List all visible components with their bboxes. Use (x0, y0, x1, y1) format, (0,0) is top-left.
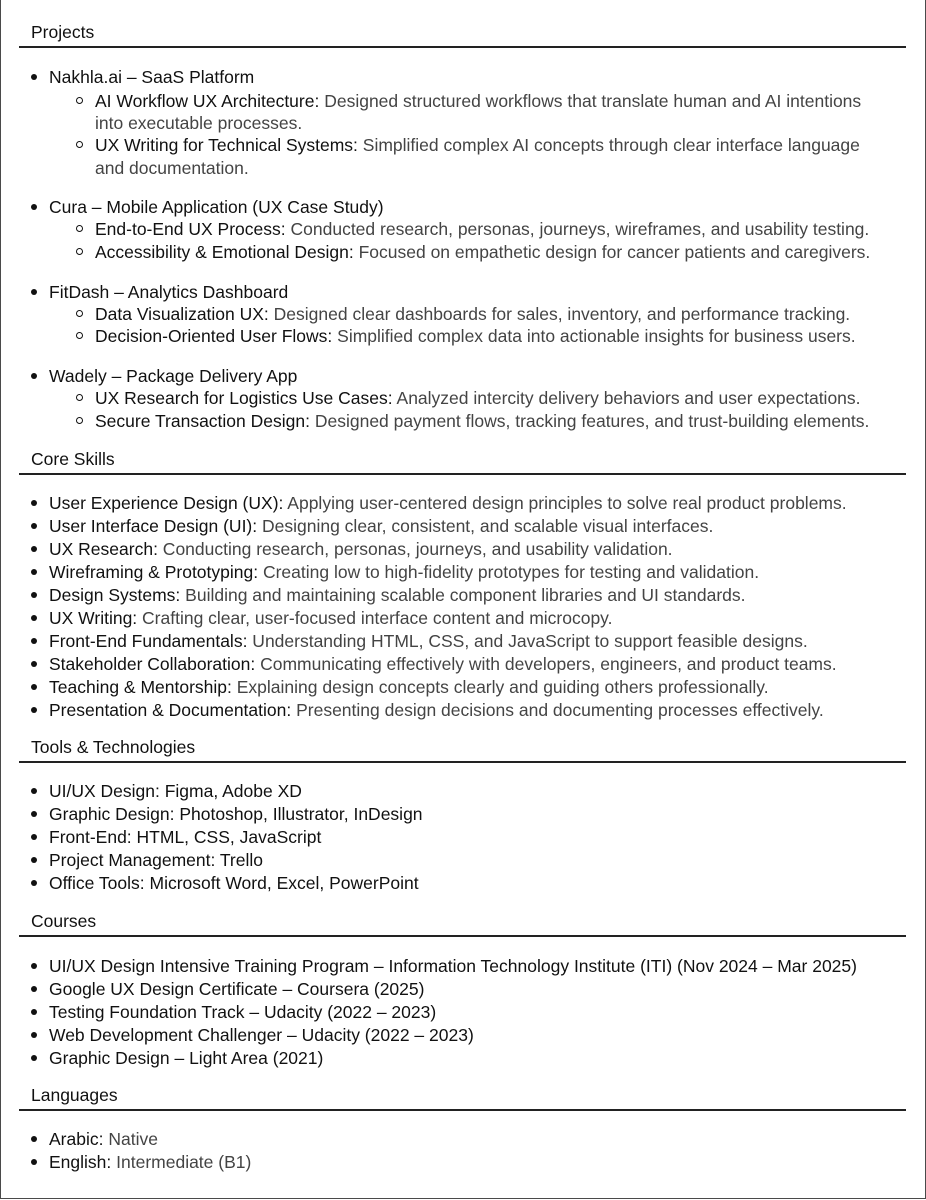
list-item: Testing Foundation Track – Udacity (2022 – 2023) (49, 1001, 436, 1024)
list-item: Office Tools: Microsoft Word, Excel, PowerPoint (49, 872, 419, 895)
project-title: FitDash – Analytics Dashboard (49, 281, 288, 304)
bullet-icon (31, 788, 37, 794)
bullet-icon (31, 373, 37, 379)
bullet-icon (31, 1032, 37, 1038)
bullet-icon (31, 523, 37, 529)
project-detail: End-to-End UX Process: Conducted research, personas, journeys, wireframes, and usability testing. (95, 218, 869, 241)
bullet-icon (31, 661, 37, 667)
bullet-icon (31, 1055, 37, 1061)
project-detail: UX Writing for Technical Systems: Simplified complex AI concepts through clear interface language (95, 134, 860, 157)
list-item: Graphic Design – Light Area (2021) (49, 1047, 323, 1070)
project-title: Wadely – Package Delivery App (49, 365, 297, 388)
project-detail: Secure Transaction Design: Designed payment flows, tracking features, and trust-building elements. (95, 410, 869, 433)
list-item: Web Development Challenger – Udacity (2022 – 2023) (49, 1024, 474, 1047)
section-title: Core Skills (31, 449, 115, 469)
list-item: Presentation & Documentation: Presenting design decisions and documenting processes effectively. (49, 699, 824, 722)
section-header-core-skills (19, 430, 906, 475)
bullet-icon (31, 638, 37, 644)
bullet-icon (31, 684, 37, 690)
section-header-languages (19, 1068, 906, 1111)
project-detail: Decision-Oriented User Flows: Simplified complex data into actionable insights for business users. (95, 325, 856, 348)
bullet-icon (31, 500, 37, 506)
list-item: UX Research: Conducting research, personas, journeys, and usability validation. (49, 538, 673, 561)
circle-bullet-icon (76, 248, 83, 255)
circle-bullet-icon (76, 225, 83, 232)
bullet-icon (31, 289, 37, 295)
list-item: Project Management: Trello (49, 849, 263, 872)
section-header-projects (19, 0, 906, 48)
bullet-icon (31, 963, 37, 969)
list-item: Stakeholder Collaboration: Communicating effectively with developers, engineers, and product teams. (49, 653, 837, 676)
circle-bullet-icon (76, 310, 83, 317)
section-header-courses (19, 893, 906, 937)
circle-bullet-icon (76, 417, 83, 424)
bullet-icon (31, 569, 37, 575)
bullet-icon (31, 880, 37, 886)
bullet-icon (31, 811, 37, 817)
bullet-icon (31, 707, 37, 713)
list-item: UI/UX Design Intensive Training Program – Information Technology Institute (ITI) (Nov 2024 – Mar 2025) (49, 955, 857, 978)
bullet-icon (31, 74, 37, 80)
bullet-icon (31, 546, 37, 552)
list-item: Front-End: HTML, CSS, JavaScript (49, 826, 321, 849)
project-title: Cura – Mobile Application (UX Case Study) (49, 196, 384, 219)
project-detail: UX Research for Logistics Use Cases: Analyzed intercity delivery behaviors and user expectations. (95, 387, 861, 410)
bullet-icon (31, 592, 37, 598)
bullet-icon (31, 986, 37, 992)
circle-bullet-icon (76, 97, 83, 104)
project-detail: AI Workflow UX Architecture: Designed structured workflows that translate human and AI intentions (95, 90, 861, 113)
circle-bullet-icon (76, 332, 83, 339)
list-item: Front-End Fundamentals: Understanding HTML, CSS, and JavaScript to support feasible designs. (49, 630, 808, 653)
bullet-icon (31, 857, 37, 863)
list-item: User Interface Design (UI): Designing clear, consistent, and scalable visual interfaces. (49, 515, 713, 538)
list-item: Google UX Design Certificate – Coursera (2025) (49, 978, 424, 1001)
bullet-icon (31, 204, 37, 210)
project-detail: Data Visualization UX: Designed clear dashboards for sales, inventory, and performance tracking. (95, 303, 850, 326)
list-item: Graphic Design: Photoshop, Illustrator, InDesign (49, 803, 423, 826)
section-title: Languages (31, 1085, 118, 1105)
bullet-icon (31, 1136, 37, 1142)
list-item: English: Intermediate (B1) (49, 1151, 251, 1174)
section-title: Courses (31, 911, 97, 931)
list-item: User Experience Design (UX): Applying user-centered design principles to solve real product problems. (49, 492, 847, 515)
bullet-icon (31, 834, 37, 840)
list-item: UX Writing: Crafting clear, user-focused interface content and microcopy. (49, 607, 613, 630)
list-item: Arabic: Native (49, 1128, 158, 1151)
project-title: Nakhla.ai – SaaS Platform (49, 66, 254, 89)
bullet-icon (31, 1159, 37, 1165)
section-title: Tools & Technologies (31, 737, 196, 757)
list-item: Wireframing & Prototyping: Creating low to high-fidelity prototypes for testing and validation. (49, 561, 759, 584)
project-detail-continued: into executable processes. (95, 113, 303, 133)
circle-bullet-icon (76, 394, 83, 401)
bullet-icon (31, 1009, 37, 1015)
list-item: Design Systems: Building and maintaining scalable component libraries and UI standards. (49, 584, 746, 607)
section-header-tools (19, 720, 906, 763)
list-item: Teaching & Mentorship: Explaining design concepts clearly and guiding others professionally. (49, 676, 769, 699)
list-item: UI/UX Design: Figma, Adobe XD (49, 780, 302, 803)
project-detail: Accessibility & Emotional Design: Focused on empathetic design for cancer patients and caregivers. (95, 241, 870, 264)
bullet-icon (31, 615, 37, 621)
section-title: Projects (31, 22, 95, 42)
circle-bullet-icon (76, 141, 83, 148)
project-detail-continued: and documentation. (95, 158, 249, 178)
